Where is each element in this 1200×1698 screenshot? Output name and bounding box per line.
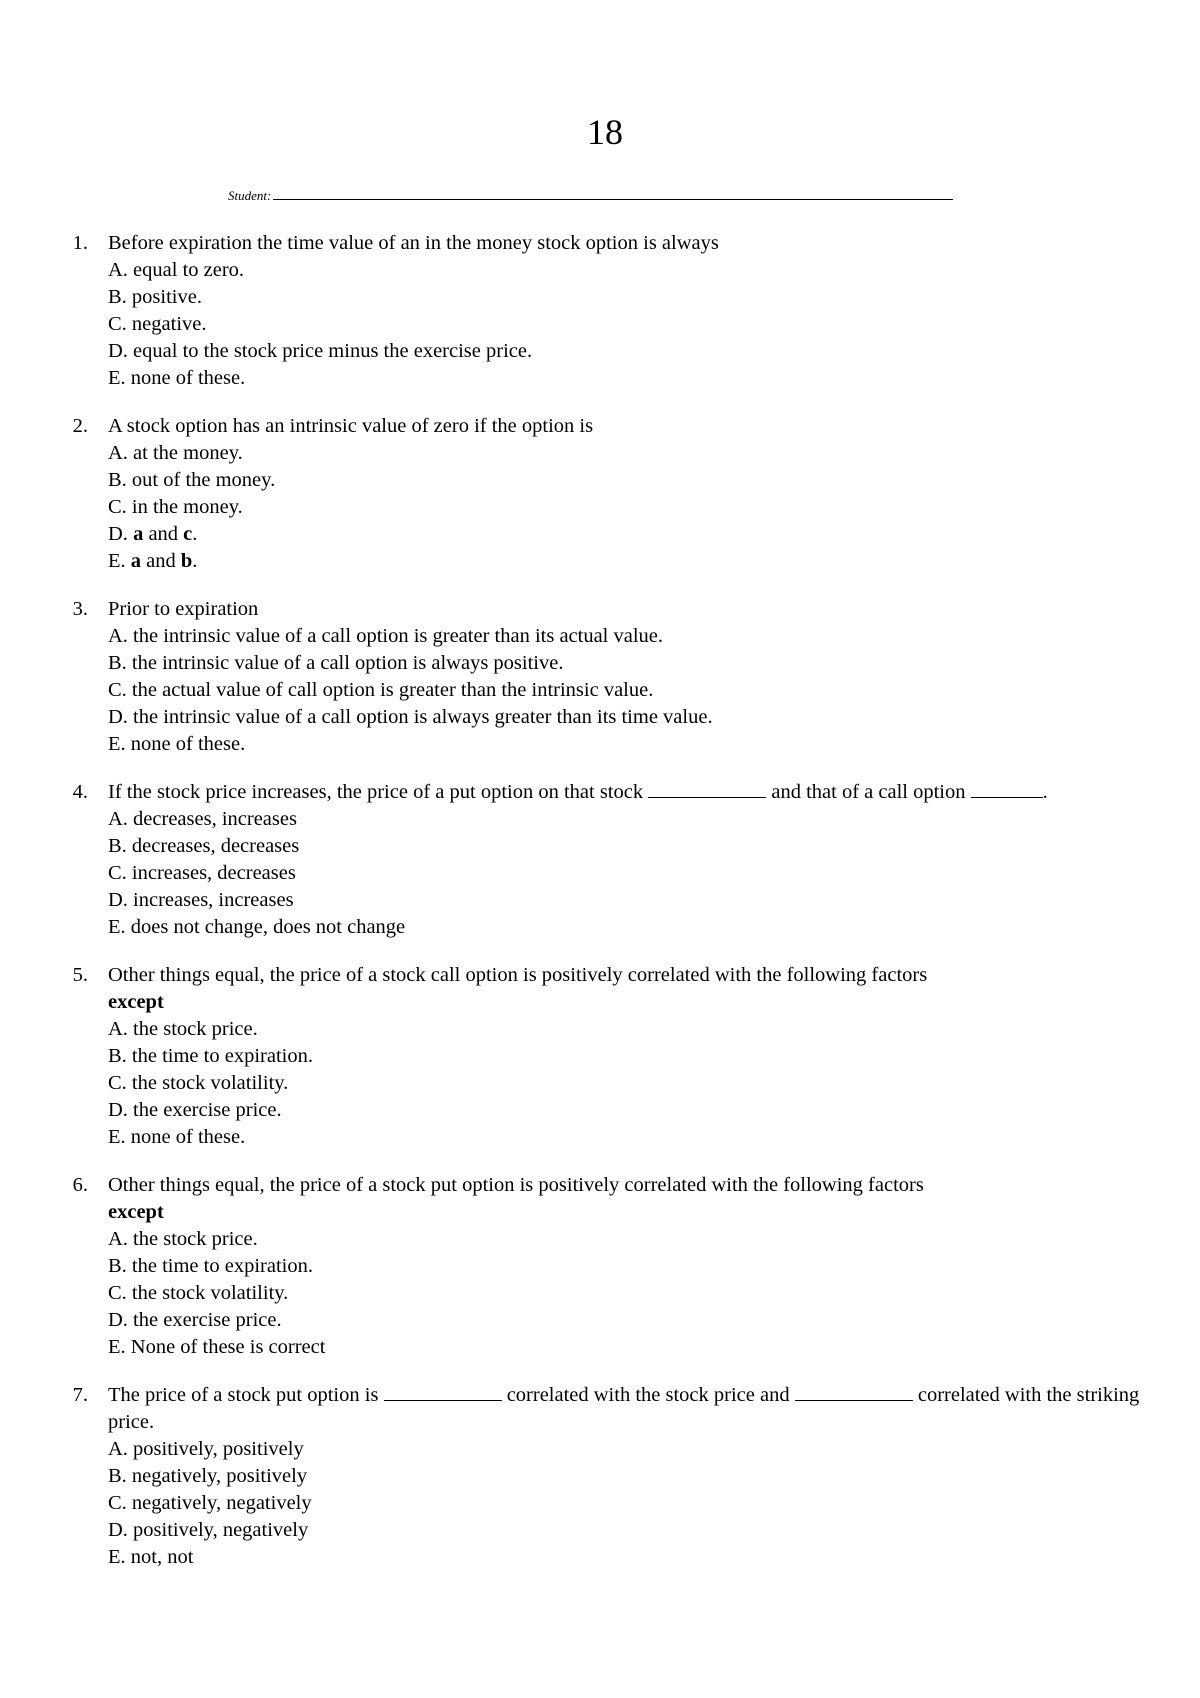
question-2: [60, 413, 1140, 575]
option-c: C. the actual value of call option is greater than the intrinsic value.: [108, 679, 654, 701]
stem-text: correlated with the stock price and: [501, 1384, 795, 1406]
option-list: [108, 1226, 1140, 1361]
option-c: C. the stock volatility.: [108, 1072, 289, 1094]
student-name-blank: [273, 189, 953, 200]
stem-text: and that of a call option: [766, 781, 971, 803]
question-stem: Before expiration the time value of an in the money stock option is always: [108, 232, 719, 254]
option-list: [108, 806, 1140, 941]
question-stem: [108, 779, 1140, 806]
option-d: D. positively, negatively: [108, 1519, 309, 1541]
option-bold-term: a: [130, 550, 142, 572]
option-c: C. negatively, negatively: [108, 1492, 312, 1514]
answer-blank: [971, 779, 1043, 798]
option-bold-term: b: [180, 550, 193, 572]
option-list: [108, 1016, 1140, 1151]
option-list: [108, 623, 1140, 758]
option-text: and: [141, 550, 181, 572]
question-3: [60, 596, 1140, 758]
option-a: A. the stock price.: [108, 1228, 258, 1250]
question-number: 6.: [72, 1174, 88, 1196]
stem-text: .: [1042, 781, 1048, 803]
question-stem: [108, 1172, 1140, 1226]
student-name-line: [228, 188, 953, 204]
answer-blank: [648, 779, 766, 798]
option-d: D. the exercise price.: [108, 1099, 282, 1121]
option-text: and: [143, 523, 184, 545]
question-5: [60, 962, 1140, 1151]
option-e: E. none of these.: [108, 733, 246, 755]
option-b: B. decreases, decreases: [108, 835, 300, 857]
option-a: A. the stock price.: [108, 1018, 258, 1040]
stem-text: The price of a stock put option is: [108, 1384, 384, 1406]
option-list: [108, 1436, 1140, 1571]
option-text: .: [192, 550, 198, 572]
stem-emphasis: except: [108, 1201, 164, 1223]
question-1: [60, 230, 1140, 392]
answer-blank: [795, 1382, 913, 1401]
question-4: [60, 779, 1140, 941]
option-c: C. increases, decreases: [108, 862, 296, 884]
option-bold-term: a: [133, 523, 144, 545]
stem-text: correlated with the striking price.: [108, 1384, 1140, 1433]
option-a: A. at the money.: [108, 442, 243, 464]
option-e: [108, 548, 1140, 575]
stem-emphasis: except: [108, 991, 164, 1013]
option-c: C. the stock volatility.: [108, 1282, 289, 1304]
question-number: 3.: [72, 598, 88, 620]
option-a: A. positively, positively: [108, 1438, 304, 1460]
question-number: 1.: [72, 232, 88, 254]
stem-text: Other things equal, the price of a stock put option is positively correlated with the following factors: [108, 1174, 924, 1196]
question-7: [60, 1382, 1140, 1571]
option-list: [108, 257, 1140, 392]
option-e: E. none of these.: [108, 367, 246, 389]
option-text: .: [192, 523, 198, 545]
option-d: D. the exercise price.: [108, 1309, 282, 1331]
question-number: 7.: [72, 1384, 88, 1406]
option-d: D. the intrinsic value of a call option is always greater than its time value.: [108, 706, 713, 728]
option-e: E. not, not: [108, 1546, 194, 1568]
question-stem: A stock option has an intrinsic value of zero if the option is: [108, 415, 594, 437]
answer-blank: [384, 1382, 502, 1401]
question-stem: Prior to expiration: [108, 598, 259, 620]
chapter-number: 18: [587, 112, 623, 152]
student-label: Student:: [228, 188, 272, 203]
option-e: E. None of these is correct: [108, 1336, 326, 1358]
option-a: A. decreases, increases: [108, 808, 297, 830]
stem-text: Other things equal, the price of a stock call option is positively correlated with the following factors: [108, 964, 928, 986]
option-c: C. negative.: [108, 313, 207, 335]
option-e: E. does not change, does not change: [108, 916, 406, 938]
question-stem: [108, 1382, 1140, 1436]
option-b: B. the intrinsic value of a call option is always positive.: [108, 652, 564, 674]
option-prefix: E.: [108, 550, 131, 572]
option-b: B. the time to expiration.: [108, 1045, 313, 1067]
question-stem: [108, 962, 1140, 1016]
option-prefix: D.: [108, 523, 134, 545]
option-b: B. the time to expiration.: [108, 1255, 313, 1277]
stem-text: If the stock price increases, the price of a put option on that stock: [108, 781, 649, 803]
question-number: 4.: [72, 781, 88, 803]
option-b: B. out of the money.: [108, 469, 276, 491]
option-c: C. in the money.: [108, 496, 243, 518]
option-b: B. negatively, positively: [108, 1465, 308, 1487]
option-d: D. increases, increases: [108, 889, 294, 911]
option-d: D. equal to the stock price minus the exercise price.: [108, 340, 533, 362]
option-b: B. positive.: [108, 286, 202, 308]
option-a: A. the intrinsic value of a call option is greater than its actual value.: [108, 625, 664, 647]
question-number: 2.: [72, 415, 88, 437]
question-6: [60, 1172, 1140, 1361]
option-e: E. none of these.: [108, 1126, 246, 1148]
option-a: A. equal to zero.: [108, 259, 245, 281]
question-list: [60, 230, 1140, 1592]
question-number: 5.: [72, 964, 88, 986]
option-d: [108, 521, 1140, 548]
option-list: [108, 440, 1140, 575]
option-bold-term: c: [183, 523, 193, 545]
